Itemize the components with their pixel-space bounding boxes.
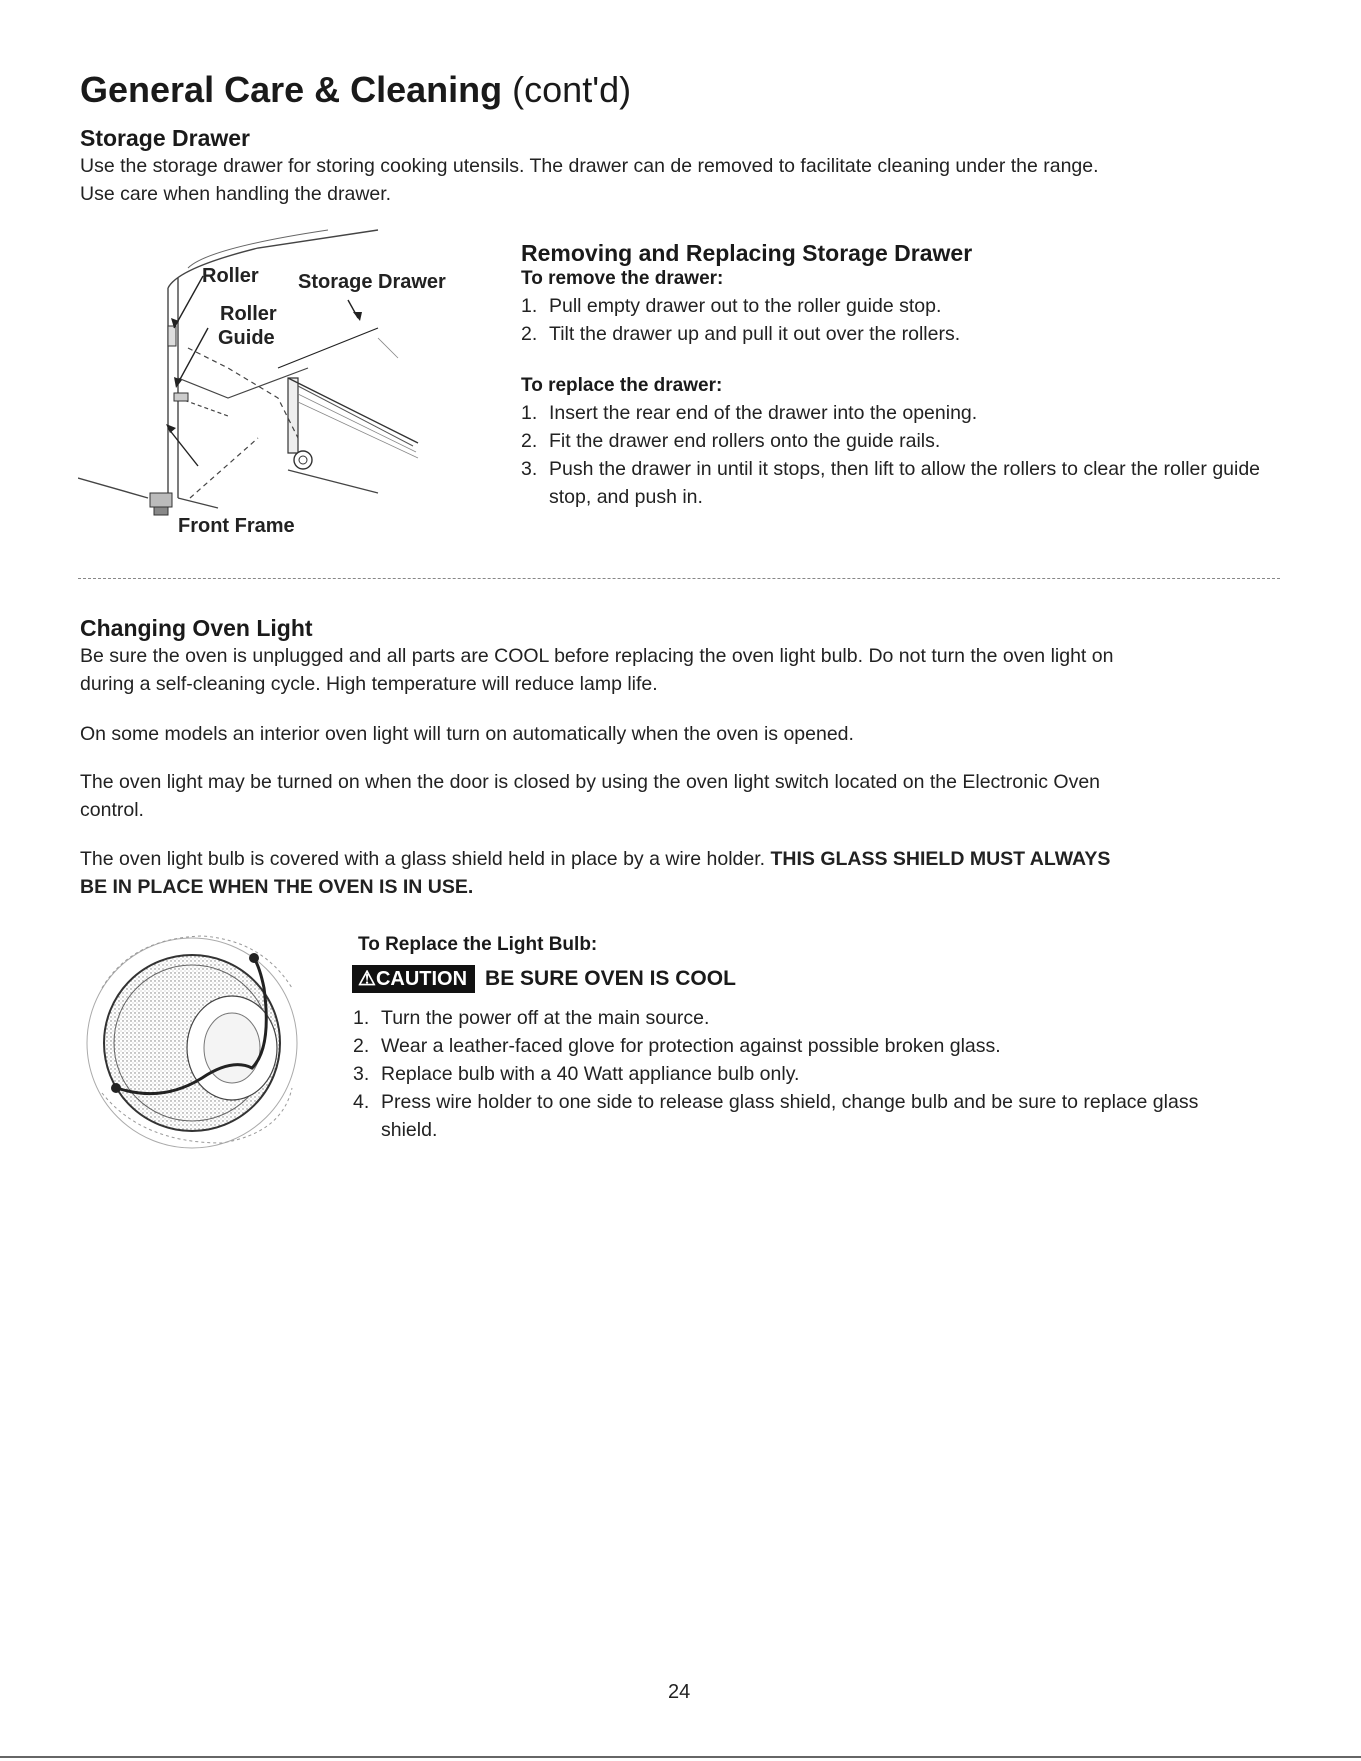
remove-subheading: To remove the drawer: [521,268,724,289]
page-title-suffix: (cont'd) [512,69,632,110]
caution-badge [352,965,475,993]
storage-drawer-heading: Storage Drawer [80,125,251,151]
page-title-main: General Care & Cleaning [80,69,503,110]
storage-drawer-intro-line2: Use care when handling the drawer. [80,183,392,205]
oven-light-para4-line1 [80,845,1110,873]
list-item [353,1004,1253,1032]
list-item [521,320,1161,348]
step-number: 3. [353,1063,370,1085]
para4-warning-text-2: BE IN PLACE WHEN THE OVEN IS IN USE. [80,876,474,898]
step-text: Press wire holder to one side to release glass shield, change bulb and be sure to replace glass shield. [381,1091,1199,1141]
oven-light-para3-line1: The oven light may be turned on when the door is closed by using the oven light switch located on the Electronic Oven [80,771,1101,793]
replace-subheading: To replace the drawer: [521,375,723,396]
list-item [521,399,1261,427]
light-bulb-illustration [82,928,312,1158]
step-number: 2. [521,430,538,452]
list-item [353,1060,1253,1088]
oven-light-para1-line1: Be sure the oven is unplugged and all parts are COOL before replacing the oven light bulb. Do not turn the oven light on [80,645,1114,667]
label-roller-guide-2: Guide [218,327,275,349]
step-number: 2. [353,1035,370,1057]
list-item [521,455,1261,511]
step-text: Pull empty drawer out to the roller guide stop. [549,295,942,317]
list-item [521,427,1261,455]
oven-light-para1-line2: during a self-cleaning cycle. High temperature will reduce lamp life. [80,673,658,695]
step-text: Wear a leather-faced glove for protection against possible broken glass. [381,1035,1001,1057]
caution-badge-label: CAUTION [375,968,468,990]
label-roller: Roller [202,265,259,287]
step-number: 1. [521,402,538,424]
step-number: 1. [353,1007,370,1029]
section-divider [78,578,1280,579]
label-roller-guide-1: Roller [220,303,277,325]
step-number: 2. [521,323,538,345]
bottom-rule [0,1756,1361,1758]
step-text: Turn the power off at the main source. [381,1007,710,1029]
oven-light-heading: Changing Oven Light [80,615,313,641]
step-number: 1. [521,295,538,317]
removing-heading: Removing and Replacing Storage Drawer [521,240,973,266]
caution-block [352,965,736,993]
step-number: 4. [353,1091,370,1113]
step-text: Replace bulb with a 40 Watt appliance bulb only. [381,1063,800,1085]
bulb-steps-list [353,1004,1253,1144]
step-text: Tilt the drawer up and pull it out over the rollers. [549,323,961,345]
step-text: Insert the rear end of the drawer into the opening. [549,402,978,424]
step-text: Fit the drawer end rollers onto the guide rails. [549,430,941,452]
list-item [353,1032,1253,1060]
page-number: 24 [668,1681,691,1703]
remove-steps-list [521,292,1161,348]
step-text: Push the drawer in until it stops, then lift to allow the rollers to clear the roller guide stop, and push in. [549,458,1261,508]
step-number: 3. [521,458,538,480]
bulb-heading: To Replace the Light Bulb: [358,934,598,955]
oven-light-para3-line2: control. [80,799,144,821]
storage-drawer-diagram [78,228,518,558]
replace-steps-list [521,399,1261,511]
caution-text: BE SURE OVEN IS COOL [485,967,736,990]
oven-light-para2: On some models an interior oven light will turn on automatically when the oven is opened. [80,723,854,745]
storage-drawer-intro-line1: Use the storage drawer for storing cooking utensils. The drawer can de removed to facilitate cleaning under the range. [80,155,1099,177]
list-item [353,1088,1253,1144]
page-title [80,70,631,110]
label-front-frame: Front Frame [178,515,295,537]
para4-normal-text: The oven light bulb is covered with a glass shield held in place by a wire holder. [80,848,766,870]
label-storage-drawer: Storage Drawer [298,271,446,293]
para4-warning-text-1: THIS GLASS SHIELD MUST ALWAYS [770,848,1111,870]
warning-triangle-icon: ⚠ [358,968,376,990]
list-item [521,292,1161,320]
